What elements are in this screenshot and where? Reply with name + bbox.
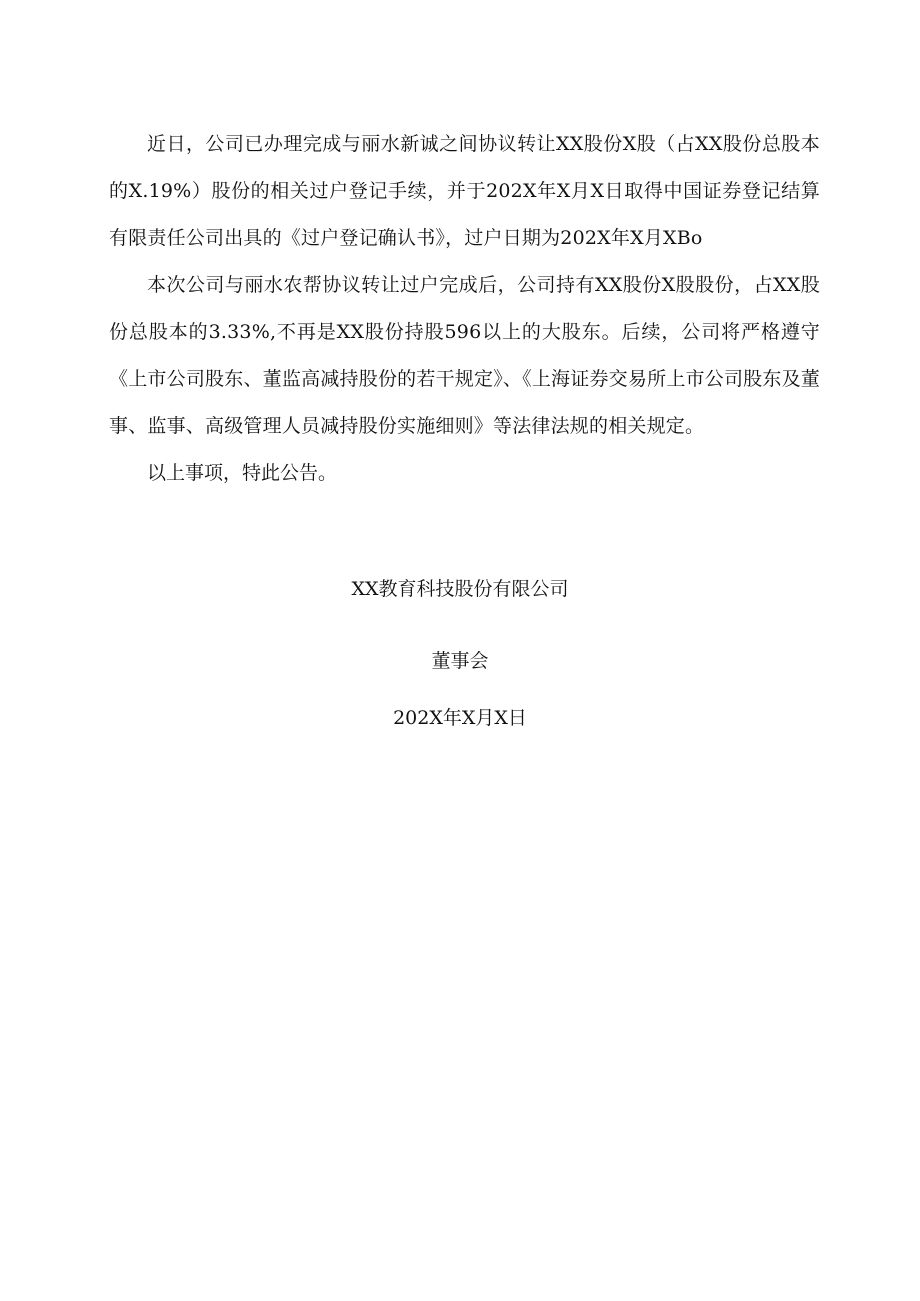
document-body: [109, 121, 820, 497]
signature-date: 202X年X月X日: [393, 707, 527, 729]
paragraph-transfer-registration: 近日，公司已办理完成与丽水新诚之间协议转让XX股份X股（占XX股份总股本的X.19%）股份的相关过户登记手续，并于202X年X月X日取得中国证券登记结算有限责任公司出具的《过户登记确认书》，过户日期为202X年X月XBo: [109, 133, 820, 249]
paragraph-shareholding-after-transfer: 本次公司与丽水农帮协议转让过户完成后，公司持有XX股份X股股份，占XX股份总股本的3.33%,不再是XX股份持股596以上的大股东。后续，公司将严格遵守《上市公司股东、董监高减持股份的若干规定》、《上海证券交易所上市公司股东及董事、监事、高级管理人员减持股份实施细则》等法律法规的相关规定。: [109, 274, 820, 437]
signature-board: 董事会: [431, 650, 489, 672]
closing-statement: 以上事项，特此公告。: [147, 462, 338, 484]
signature-company: XX教育科技股份有限公司: [351, 578, 569, 600]
